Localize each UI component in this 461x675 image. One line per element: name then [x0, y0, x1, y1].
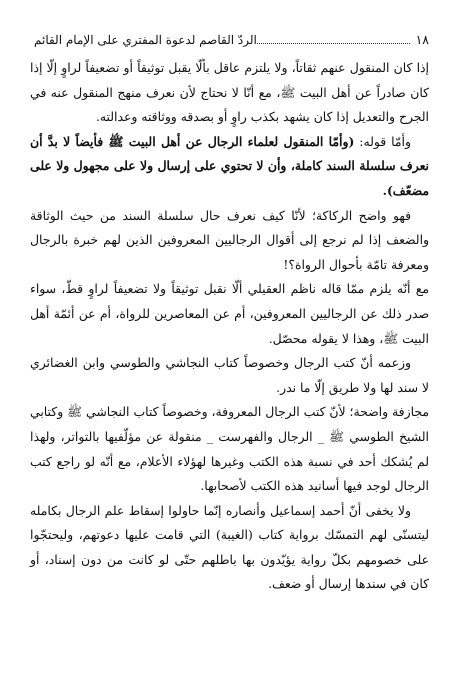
paragraph-quote	[30, 130, 429, 204]
header-dotted-leader	[257, 42, 410, 44]
paragraph: ولا يخفى أنّ أحمد إسماعيل وأنصاره إنّما حاولوا إسقاط علم الرجال بكامله ليتسنّى لهم التمسّك برواية كتاب (الغيبة) التي قامت عليها دعوتهم، وليحتجّوا على خصومهم بكلّ رواية يؤيّدون بها باطلهم حتّى لو كانت من دون إسناد، أو كان في سندها إرسال أو ضعف.	[30, 502, 429, 592]
paragraph: وزعمه أنّ كتب الرجال وخصوصاً كتاب النجاشي والطوسي وابن الغضائري لا سند لها ولا طريق إلّا ما ندر.	[30, 355, 429, 395]
paragraph: إذا كان المنقول عنهم ثقاتاً، ولا يلتزم عاقل بألّا يقبل توثيقاً أو تضعيفاً لراوٍ إلّا إذا كان صادراً عن أهل البيت ﷺ، مع أنّا لا نحتاج لأن نعرف منهج المنقول عنه في الجرح والتعديل إذا كان يشهد بكذب راوٍ أو بصدقه ووثاقته وعدالته.	[30, 60, 429, 125]
page-number: ١٨	[415, 32, 429, 47]
running-header	[30, 31, 429, 49]
paragraph-lead: وأمّا قوله:	[354, 133, 411, 149]
body-text	[30, 56, 429, 597]
quoted-text: (وأمّا المنقول لعلماء الرجال عن أهل البيت ﷺ فأيضاً لا بدَّ أن نعرف سلسلة السند كاملة، وأن لا تحتوي على إرسال ولا على مجهول ولا على مضعّف).	[30, 133, 429, 198]
paragraph: فهو واضح الركاكة؛ لأنّا كيف نعرف حال سلسلة السند من حيث الوثاقة والضعف إذا لم نرجع إلى أقوال الرجاليين المعروفين الذين لهم خبرة بالرجال ومعرفة تامّة بأحوال الرواة؟!	[30, 207, 429, 272]
paragraph: مجازفة واضحة؛ لأنّ كتب الرجال المعروفة، وخصوصاً كتاب النجاشي ﷺ وكتابي الشيخ الطوسي ﷺ _ الرجال والفهرست _ منقولة عن مؤلّفيها بالتواتر، ولهذا لم يُشكك أحد في نسبة هذه الكتب وغيرها لهؤلاء الأعلام، مع أنّه لو راجع كتب الرجال لوجد فيها أسانيد هذه الكتب لأصحابها.	[30, 404, 429, 494]
running-title: الردّ القاصم لدعوة المفتري على الإمام القائم	[34, 33, 257, 47]
paragraph: مع أنّه يلزم ممّا قاله ناظم العقيلي ألّا نقبل توثيقاً ولا تضعيفاً لراوٍ قطّ، سواء صدر ذلك عن الرجاليين المعروفين، أم عن المعاصرين للرواة، أم عن أئمّة أهل البيت ﷺ، وهذا لا يقوله محصّل.	[30, 281, 429, 346]
